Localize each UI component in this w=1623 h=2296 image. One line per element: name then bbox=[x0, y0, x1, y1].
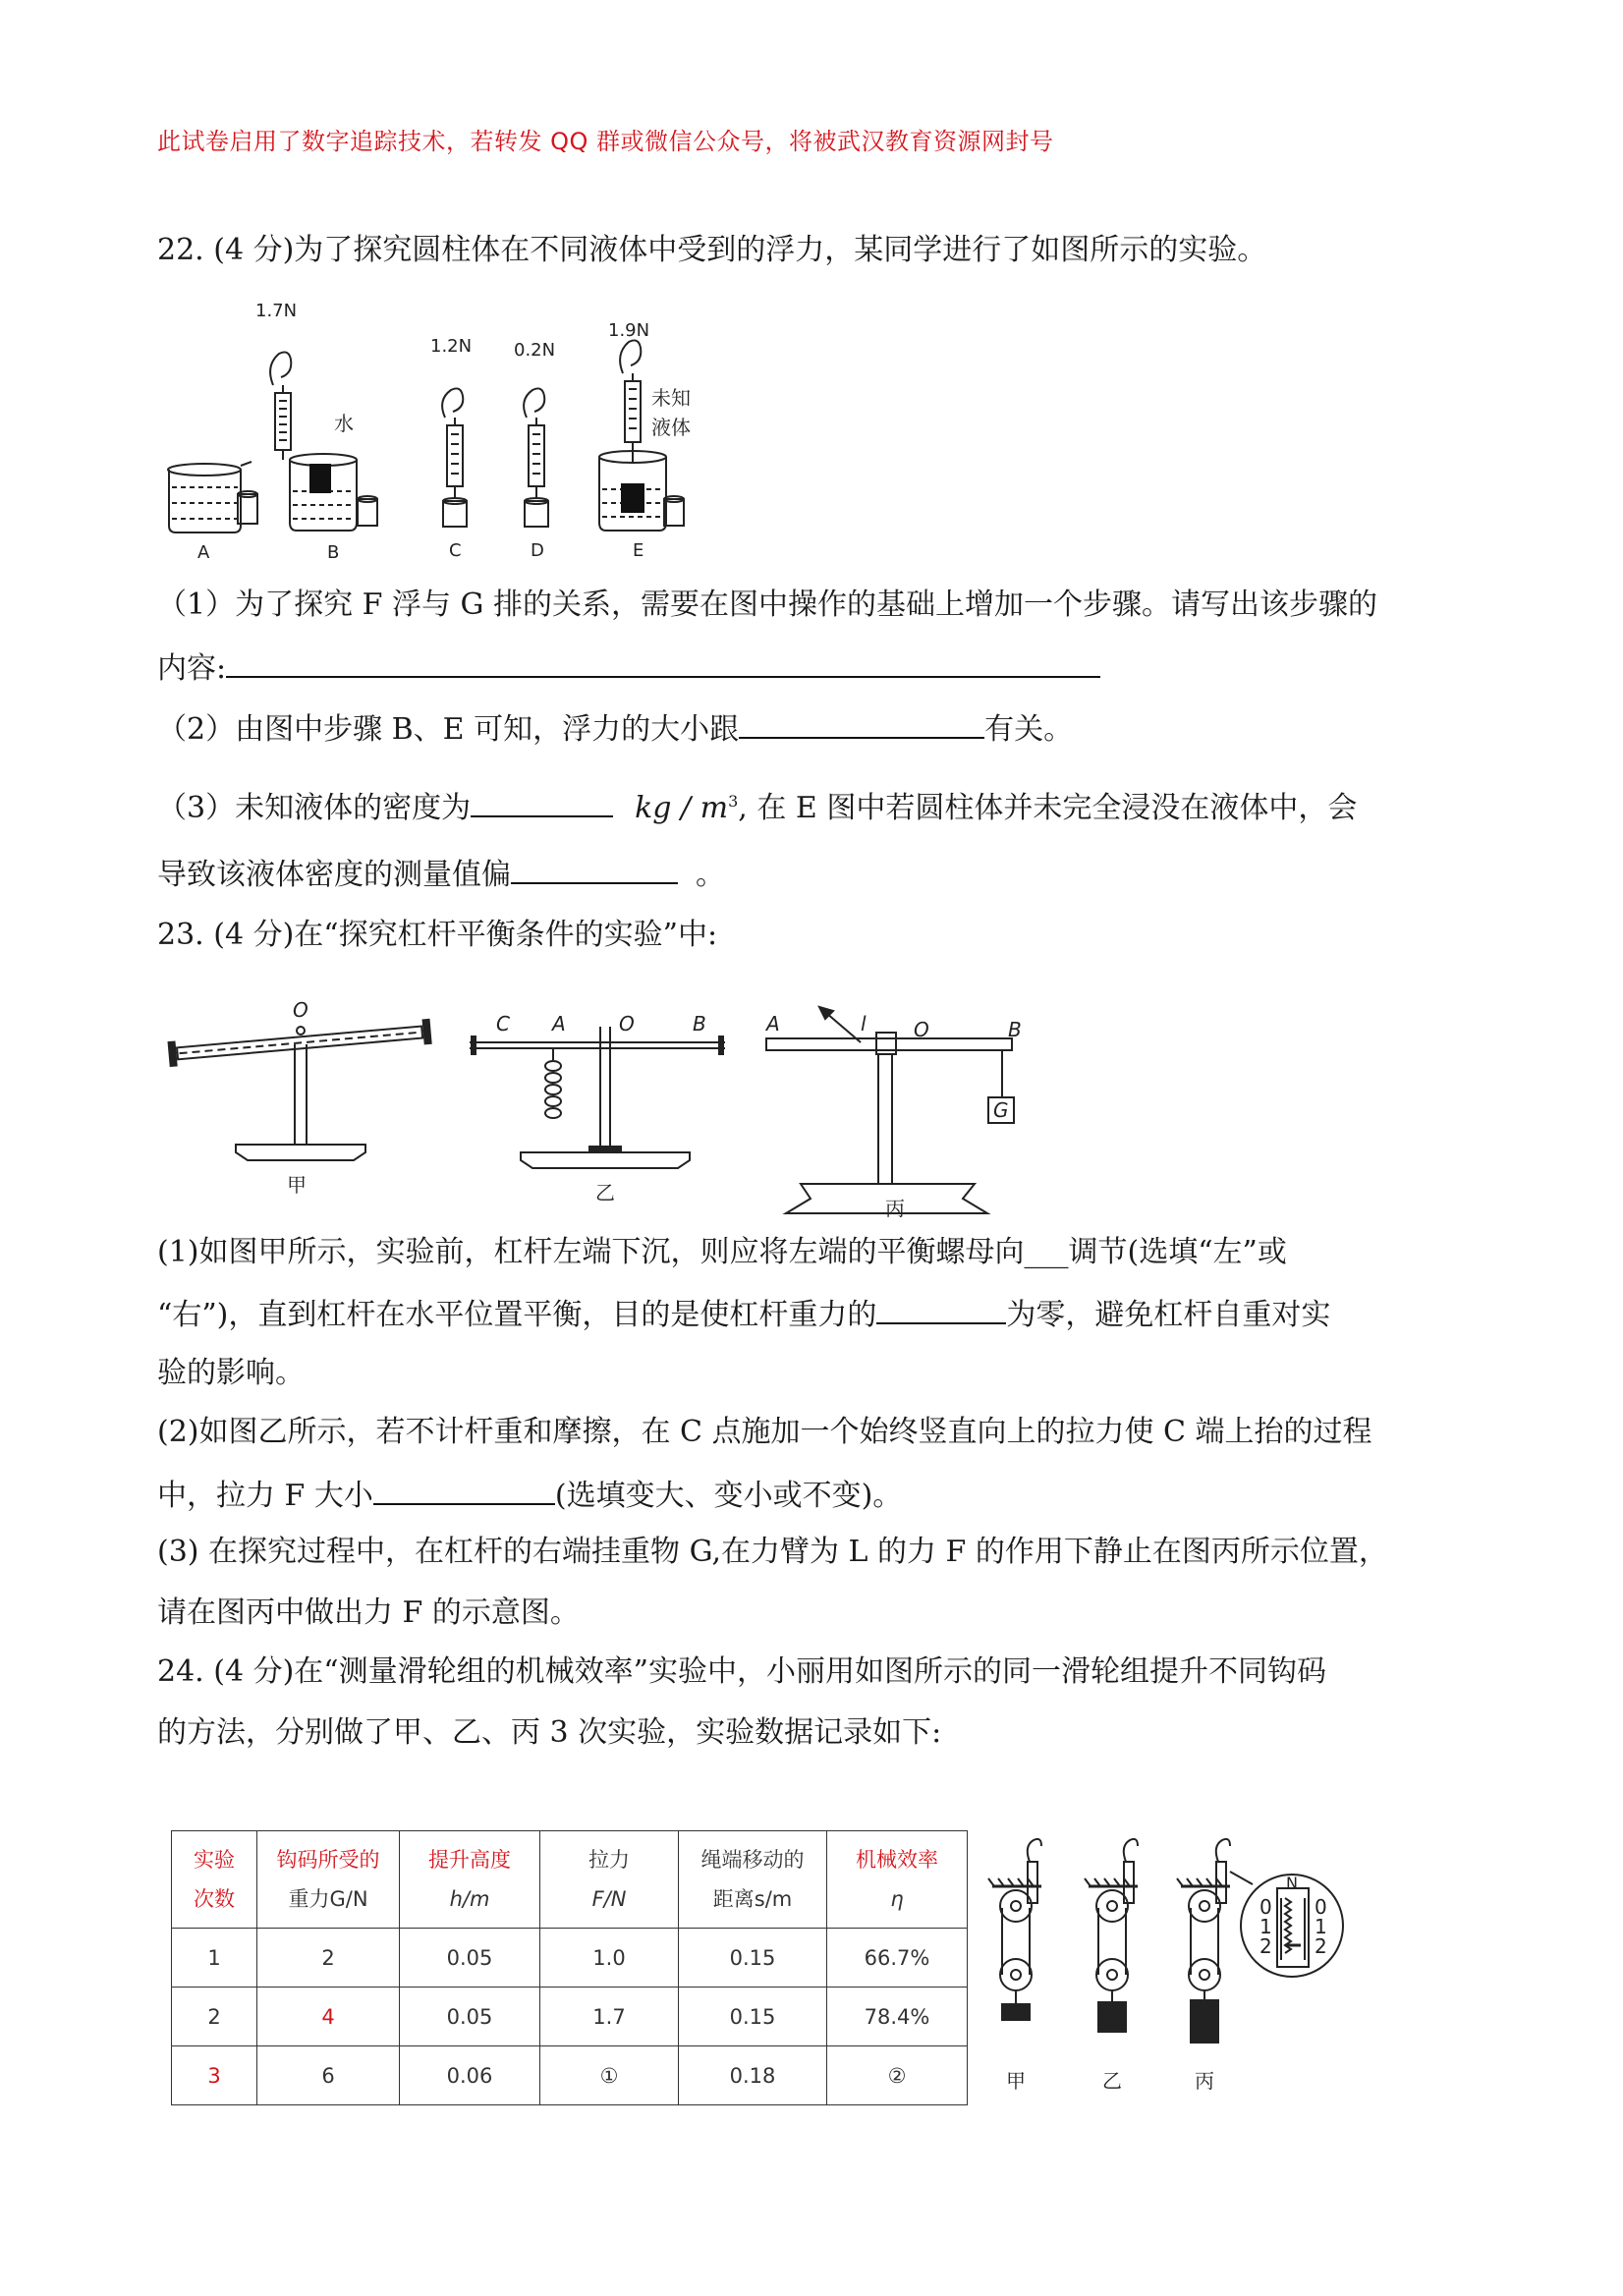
q23-part1-blank[interactable] bbox=[876, 1293, 1006, 1324]
q22-part3-line2 bbox=[157, 853, 725, 895]
table-cell: 1.0 bbox=[540, 1929, 679, 1988]
svg-text:水: 水 bbox=[334, 412, 354, 435]
svg-text:1: 1 bbox=[1259, 1915, 1272, 1938]
svg-text:G: G bbox=[993, 1098, 1009, 1122]
q22-part3-unit: kg / m bbox=[635, 791, 729, 825]
svg-text:1.9N: 1.9N bbox=[608, 320, 650, 341]
svg-text:丙: 丙 bbox=[1195, 2069, 1214, 2093]
svg-text:甲: 甲 bbox=[287, 1173, 307, 1197]
svg-text:E: E bbox=[633, 540, 644, 561]
table-cell: 2 bbox=[172, 1988, 257, 2046]
table-cell: 0.05 bbox=[400, 1988, 540, 2046]
svg-text:A: A bbox=[552, 1012, 566, 1036]
svg-text:未知: 未知 bbox=[651, 386, 691, 410]
svg-text:丙: 丙 bbox=[885, 1197, 905, 1218]
table-cell: 3 bbox=[172, 2046, 257, 2105]
table-cell: 78.4% bbox=[827, 1988, 968, 2046]
svg-text:乙: 乙 bbox=[595, 1181, 615, 1204]
q23-part1-text-b: “右”)，直到杠杆在水平位置平衡，目的是使杠杆重力的 bbox=[157, 1298, 877, 1332]
table-cell: 0.15 bbox=[679, 1929, 827, 1988]
q22-part1-line2 bbox=[157, 646, 1100, 689]
table-cell: 4 bbox=[257, 1988, 400, 2046]
svg-text:l: l bbox=[861, 1012, 867, 1036]
q22-part1-line1: （1）为了探究 F 浮与 G 排的关系，需要在图中操作的基础上增加一个步骤。请写出该步骤的 bbox=[157, 588, 1378, 622]
table-cell: 1.7 bbox=[540, 1988, 679, 2046]
table-header: 钩码所受的 重力G/N bbox=[257, 1831, 400, 1929]
q22-part3-text-a: （3）未知液体的密度为 bbox=[157, 791, 472, 825]
table-row bbox=[172, 1929, 968, 1988]
table-cell: ① bbox=[540, 2046, 679, 2105]
q22-part1-blank[interactable] bbox=[226, 646, 1100, 678]
table-header-row bbox=[172, 1831, 968, 1929]
q22-part2-text-b: 有关。 bbox=[984, 712, 1074, 747]
table-row bbox=[172, 1988, 968, 2046]
table-header: 拉力 F/N bbox=[540, 1831, 679, 1929]
table-cell: 0.06 bbox=[400, 2046, 540, 2105]
svg-text:0.2N: 0.2N bbox=[514, 340, 556, 361]
q23-part1-line2 bbox=[157, 1293, 1330, 1335]
svg-text:2: 2 bbox=[1259, 1934, 1272, 1958]
svg-text:1.7N: 1.7N bbox=[255, 301, 298, 321]
q23-part3-line2: 请在图丙中做出力 F 的示意图。 bbox=[157, 1596, 580, 1630]
q22-part2 bbox=[157, 707, 1073, 750]
q22-part2-text-a: （2）由图中步骤 B、E 可知，浮力的大小跟 bbox=[157, 712, 740, 747]
svg-text:C: C bbox=[496, 1012, 510, 1036]
q23-part1-line3: 验的影响。 bbox=[157, 1356, 305, 1390]
q23-part2-text-b: 中，拉力 F 大小 bbox=[157, 1479, 373, 1513]
svg-text:2: 2 bbox=[1315, 1934, 1327, 1958]
q22-title: 22. (4 分)为了探究圆柱体在不同液体中受到的浮力，某同学进行了如图所示的实验。 bbox=[157, 233, 1267, 267]
q22-part3-line1 bbox=[157, 782, 1357, 828]
table-cell: 6 bbox=[257, 2046, 400, 2105]
table-cell: ② bbox=[827, 2046, 968, 2105]
q23-part3-line1: (3) 在探究过程中，在杠杆的右端挂重物 G,在力臂为 L 的力 F 的作用下静止在图丙所示位置， bbox=[157, 1535, 1388, 1569]
q22-part3-blank-bias[interactable] bbox=[511, 853, 678, 884]
svg-text:0: 0 bbox=[1259, 1895, 1272, 1919]
svg-text:B: B bbox=[693, 1012, 706, 1036]
q23-part1-line1: (1)如图甲所示，实验前，杠杆左端下沉，则应将左端的平衡螺母向___调节(选填“左”或 bbox=[157, 1235, 1287, 1269]
q22-part3-unit-sup: 3 bbox=[728, 792, 739, 811]
q23-part2-text-c: (选填变大、变小或不变)。 bbox=[554, 1479, 903, 1513]
svg-text:B: B bbox=[327, 542, 340, 563]
q24-pulley-figure bbox=[973, 1827, 1375, 2122]
table-cell: 0.18 bbox=[679, 2046, 827, 2105]
tracking-notice: 此试卷启用了数字追踪技术，若转发 QQ 群或微信公众号，将被武汉教育资源网封号 bbox=[157, 128, 1054, 155]
q22-figure bbox=[157, 295, 707, 565]
q22-part3-end: 。 bbox=[696, 858, 725, 892]
table-row bbox=[172, 2046, 968, 2105]
q23-part2-blank[interactable] bbox=[373, 1474, 555, 1505]
q23-part2-line1: (2)如图乙所示，若不计杆重和摩擦，在 C 点施加一个始终竖直向上的拉力使 C 端上抬的过程 bbox=[157, 1415, 1372, 1449]
svg-text:A: A bbox=[766, 1012, 780, 1036]
q24-title-line2: 的方法，分别做了甲、乙、丙 3 次实验，实验数据记录如下: bbox=[157, 1715, 942, 1750]
table-header: 绳端移动的 距离s/m bbox=[679, 1831, 827, 1929]
svg-text:液体: 液体 bbox=[651, 416, 691, 439]
q23-part1-text-c: 为零，避免杠杆自重对实 bbox=[1006, 1298, 1331, 1332]
svg-text:O: O bbox=[293, 998, 308, 1022]
svg-text:O: O bbox=[914, 1018, 929, 1041]
table-header: 提升高度 h/m bbox=[400, 1831, 540, 1929]
q22-part3-blank-density[interactable] bbox=[471, 786, 613, 817]
q22-part2-blank[interactable] bbox=[739, 707, 984, 739]
table-header: 实验 次数 bbox=[172, 1831, 257, 1929]
table-cell: 1 bbox=[172, 1929, 257, 1988]
svg-text:A: A bbox=[197, 542, 210, 563]
q22-part3-text-b: , 在 E 图中若圆柱体并未完全浸没在液体中，会 bbox=[738, 791, 1358, 825]
q23-figure bbox=[157, 987, 1032, 1218]
svg-text:1.2N: 1.2N bbox=[430, 336, 473, 357]
q22-part3-text-c: 导致该液体密度的测量值偏 bbox=[157, 858, 511, 892]
table-cell: 2 bbox=[257, 1929, 400, 1988]
svg-text:1: 1 bbox=[1315, 1915, 1327, 1938]
q23-part2-line2 bbox=[157, 1474, 902, 1516]
svg-text:甲: 甲 bbox=[1006, 2069, 1026, 2093]
svg-text:N: N bbox=[1286, 1874, 1298, 1892]
q24-title-line1: 24. (4 分)在“测量滑轮组的机械效率”实验中，小丽用如图所示的同一滑轮组提升不同钩码 bbox=[157, 1654, 1326, 1689]
table-header: 机械效率 η bbox=[827, 1831, 968, 1929]
svg-text:O: O bbox=[619, 1012, 635, 1036]
q23-title: 23. (4 分)在“探究杠杆平衡条件的实验”中: bbox=[157, 918, 718, 952]
svg-text:乙: 乙 bbox=[1102, 2069, 1122, 2093]
table-cell: 66.7% bbox=[827, 1929, 968, 1988]
q24-data-table bbox=[171, 1830, 968, 2105]
q22-part1-label: 内容: bbox=[157, 651, 227, 686]
svg-text:B: B bbox=[1008, 1018, 1022, 1041]
svg-text:C: C bbox=[449, 540, 462, 561]
table-cell: 0.05 bbox=[400, 1929, 540, 1988]
svg-text:D: D bbox=[531, 540, 544, 561]
table-cell: 0.15 bbox=[679, 1988, 827, 2046]
svg-text:0: 0 bbox=[1315, 1895, 1327, 1919]
